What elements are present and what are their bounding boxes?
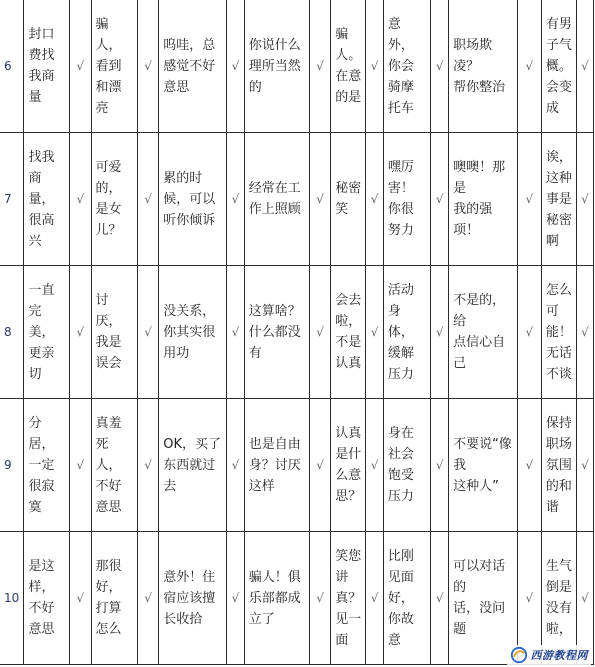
dialogue-option-text: 骗 人。 在意 的是 <box>335 27 362 105</box>
check-mark: √ <box>137 266 158 399</box>
dialogue-option-text: OK，买了 东西就过 去 <box>163 436 221 494</box>
check-mark: √ <box>227 266 245 399</box>
dialogue-option-text: 不要说“像我 这种人” <box>453 436 512 494</box>
dialogue-option-cell <box>541 0 576 133</box>
dialogue-option-text: 诶， 这种 事是 秘密 啊 <box>545 149 572 249</box>
dialogue-option-cell <box>159 0 227 133</box>
check-mark: √ <box>366 266 384 399</box>
check-mark: √ <box>70 133 91 266</box>
dialogue-option-cell <box>91 399 137 532</box>
dialogue-option-cell <box>91 532 137 665</box>
check-mark: √ <box>517 532 541 665</box>
dialogue-option-text: 呜哇，总 感觉不好 意思 <box>163 37 216 95</box>
check-mark: √ <box>517 133 541 266</box>
check-mark: √ <box>309 266 330 399</box>
dialogue-option-text: 意 外， 你会 骑摩 托车 <box>387 16 414 116</box>
check-mark: √ <box>431 532 449 665</box>
dialogue-option-text: 找我 商 量， 很高 兴 <box>28 149 55 249</box>
dialogue-option-text: 怎么 可 能！ 无话 不谈 <box>545 282 572 382</box>
dialogue-option-cell <box>541 399 576 532</box>
row-number: 6 <box>0 0 24 133</box>
check-mark: √ <box>137 133 158 266</box>
check-mark: √ <box>70 266 91 399</box>
dialogue-option-text: 真羞 死 人， 不好 意思 <box>95 415 122 515</box>
row-number: 10 <box>0 532 24 665</box>
check-mark: √ <box>366 399 384 532</box>
dialogue-option-cell <box>331 399 366 532</box>
check-mark: √ <box>137 399 158 532</box>
dialogue-option-cell <box>541 266 576 399</box>
dialogue-option-cell <box>541 133 576 266</box>
check-mark: √ <box>366 133 384 266</box>
dialogue-option-cell <box>159 532 227 665</box>
dialogue-option-text: 不是的，给 点信心自己 <box>453 293 506 371</box>
dialogue-option-cell <box>244 133 309 266</box>
dialogue-option-cell <box>91 133 137 266</box>
check-mark: √ <box>431 399 449 532</box>
check-mark: √ <box>227 133 245 266</box>
dialogue-option-text: 笑您 讲 真？ 见一 面 <box>335 548 362 648</box>
check-mark: √ <box>576 133 593 266</box>
dialogue-option-text: 保持 职场 氛围 的和 谐 <box>545 415 572 515</box>
check-mark: √ <box>227 532 245 665</box>
dialogue-option-text: 这算啥？ 什么都没 有 <box>248 303 301 361</box>
dialogue-option-text: 你说什么 理所当然 的 <box>248 37 301 95</box>
dialogue-option-cell <box>331 0 366 133</box>
check-mark: √ <box>576 399 593 532</box>
dialogue-option-cell <box>24 133 70 266</box>
dialogue-option-cell <box>244 0 309 133</box>
dialogue-option-text: 认真 是什 么意 思？ <box>335 426 362 504</box>
dialogue-option-cell <box>159 399 227 532</box>
dialogue-option-cell <box>24 0 70 133</box>
dialogue-option-text: 可以对话的 话，没问题 <box>453 559 506 637</box>
dialogue-option-text: 骗人！俱 乐部都成 立了 <box>248 569 301 627</box>
dialogue-option-text: 一直 完 美， 更亲 切 <box>28 282 55 382</box>
dialogue-option-text: 活动 身 体， 缓解 压力 <box>387 282 414 382</box>
check-mark: √ <box>431 0 449 133</box>
row-number: 8 <box>0 266 24 399</box>
check-mark: √ <box>366 532 384 665</box>
dialogue-option-text: 讨 厌， 我是 误会 <box>95 293 122 371</box>
check-mark: √ <box>431 133 449 266</box>
check-mark: √ <box>517 0 541 133</box>
dialogue-option-text: 生气 倒是 没有 啦， <box>545 559 572 637</box>
dialogue-option-cell <box>244 532 309 665</box>
check-mark: √ <box>309 133 330 266</box>
dialogue-option-text: 骗 人， 看到 和漂 亮 <box>95 16 122 116</box>
check-mark: √ <box>576 532 593 665</box>
dialogue-option-cell <box>383 399 431 532</box>
check-mark: √ <box>137 0 158 133</box>
dialogue-option-text: 有男 子气 概。 会变 成 <box>545 16 572 116</box>
dialogue-option-text: 职场欺凌？ 帮你整治 <box>453 37 506 95</box>
dialogue-option-cell <box>383 532 431 665</box>
dialogue-option-cell <box>244 266 309 399</box>
dialogue-option-text: 嘿厉 害！ 你很 努力 <box>387 160 414 238</box>
dialogue-option-text: 那很 好， 打算 怎么 <box>95 559 122 637</box>
check-mark: √ <box>309 399 330 532</box>
dialogue-option-text: 也是自由 身？讨厌 这样 <box>248 436 301 494</box>
dialogue-option-cell <box>383 133 431 266</box>
table-row <box>0 266 594 399</box>
dialogue-option-text: 是这 样， 不好 意思 <box>28 559 55 637</box>
swirl-logo-icon <box>510 646 528 664</box>
dialogue-option-text: 封口 费找 我商 量 <box>28 27 55 105</box>
check-mark: √ <box>309 0 330 133</box>
check-mark: √ <box>309 532 330 665</box>
dialogue-option-cell <box>159 133 227 266</box>
row-number: 9 <box>0 399 24 532</box>
dialogue-option-text: 会去 啦， 不是 认真 <box>335 293 362 371</box>
dialogue-option-text: 身在 社会 饱受 压力 <box>387 426 414 504</box>
dialogue-option-cell <box>159 266 227 399</box>
dialogue-option-cell <box>383 266 431 399</box>
row-number: 7 <box>0 133 24 266</box>
check-mark: √ <box>366 0 384 133</box>
check-mark: √ <box>431 266 449 399</box>
table-row <box>0 133 594 266</box>
check-mark: √ <box>137 532 158 665</box>
dialogue-option-text: 比刚 见面 好， 你故 意 <box>387 548 414 648</box>
dialogue-option-cell <box>91 266 137 399</box>
dialogue-option-text: 没关系， 你其实很 用功 <box>163 303 216 361</box>
dialogue-option-cell <box>24 532 70 665</box>
dialogue-option-cell <box>91 0 137 133</box>
dialogue-option-text: 累的时 候，可以 听你倾诉 <box>163 170 216 228</box>
dialogue-option-cell <box>449 399 518 532</box>
dialogue-option-cell <box>244 399 309 532</box>
watermark <box>507 645 592 665</box>
watermark-text: 西游教程网 <box>530 649 588 662</box>
check-mark: √ <box>70 399 91 532</box>
table-row <box>0 399 594 532</box>
check-mark: √ <box>70 532 91 665</box>
check-mark: √ <box>227 0 245 133</box>
dialogue-option-cell <box>449 0 518 133</box>
check-mark: √ <box>227 399 245 532</box>
table-row <box>0 0 594 133</box>
table-row <box>0 532 594 665</box>
check-mark: √ <box>576 0 593 133</box>
dialogue-option-text: 经常在工 作上照顾 <box>248 181 301 217</box>
dialogue-option-cell <box>331 133 366 266</box>
dialogue-option-cell <box>449 133 518 266</box>
check-mark: √ <box>517 266 541 399</box>
dialogue-option-text: 分 居， 一定 很寂 寞 <box>28 415 55 515</box>
dialogue-option-cell <box>331 532 366 665</box>
dialogue-option-text: 可爱 的， 是女 儿？ <box>95 160 122 238</box>
check-mark: √ <box>576 266 593 399</box>
dialogue-option-text: 噢噢！那是 我的强项！ <box>453 160 506 238</box>
dialogue-option-text: 秘密 笑 <box>335 181 362 217</box>
check-mark: √ <box>70 0 91 133</box>
dialogue-option-cell <box>24 399 70 532</box>
dialogue-option-cell <box>383 0 431 133</box>
dialogue-option-cell <box>449 266 518 399</box>
check-mark: √ <box>517 399 541 532</box>
dialogue-option-cell <box>24 266 70 399</box>
dialogue-option-text: 意外！住 宿应该擅 长收拾 <box>163 569 216 627</box>
dialogue-option-cell <box>331 266 366 399</box>
